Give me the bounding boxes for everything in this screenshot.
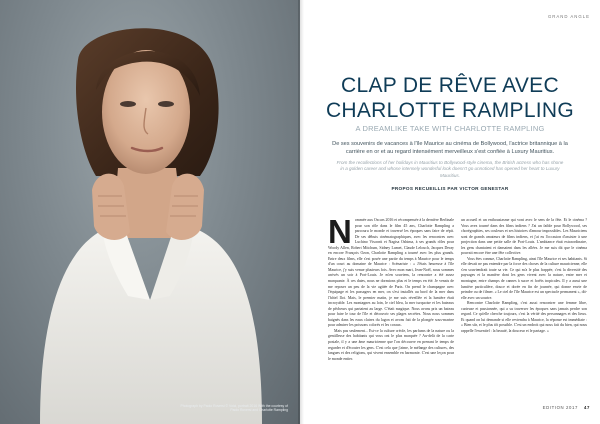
edition-label: EDITION 2017 (542, 405, 579, 410)
page-number: 47 (584, 405, 590, 410)
title-line-2: CHARLOTTE RAMPLING (325, 99, 575, 122)
drop-cap: N (328, 218, 352, 250)
byline: PROPOS RECUEILLIS PAR VICTOR GENESTAR (391, 186, 509, 191)
body-paragraph: un accueil et un enthousiasme qui vont avec le sens de la fête. Et le cinéma ? Vous avez tourné dans des films indiens ? J'ai un faible pour Bollywood, ses chorégraphies, ses couleurs et ses histoires d'amour impossibles. Les Mauriciens sont de grands amateurs de films indiens, et j'ai eu l'occasion d'assister à une projection dans une petite salle de Port-Louis. L'ambiance était extraordinaire, les gens chantaient et dansaient dans les allées. Je me suis dit que le cinéma pouvait encore être une fête collective. (461, 218, 587, 256)
body-paragraph: Rencontre Charlotte Rampling, c'est aussi rencontrer une femme libre, curieuse et passionnée, qui a su traverser les époques sans jamais perdre son regard. Ce qu'elle cherche toujours, c'est la vérité des personnages et des lieux. Et quand on lui demande si elle reviendra à Maurice, la réponse est immédiate : « Bien sûr, et le plus tôt possible. C'est un endroit qui nous fait du bien, qui nous rappelle l'essentiel : la beauté, la douceur et le partage. » (461, 301, 587, 333)
body-column-1 (328, 218, 454, 396)
body-paragraph: Mais pas seulement... Est-ce la culture créole, les parfums de la nature ou la gentillesse des habitants qui vous ont le plus marquée ? Au-delà de la carte postale, il y a une âme mauricienne que l'on découvre en prenant le temps de regarder et d'écouter les gens. C'est cela que j'aime, le mélange des cultures, des langues et des religions, qui vivent ensemble en harmonie. C'est une leçon pour le monde entier. (328, 328, 454, 361)
article-title (300, 73, 600, 123)
title-line-1: CLAP DE RÊVE AVEC (341, 74, 559, 97)
body-paragraph: Vous êtes connue, Charlotte Rampling, ainsi l'île Maurice et ses habitants. Si elle devait ne pas entendre par la force des choses de la culture mauricienne, elle s'en souviendrait toute sa vie. Ce qui m'a le plus frappée, c'est la diversité des paysages et la manière dont les gens vivent avec la nature, entre mer et montagne, entre champs de cannes à sucre et forêts tropicales. Il y a aussi une lumière particulière, douce et dorée en fin de journée, qui donne envie de peindre ou de filmer. « Le ciel de l'île Maurice est un spectacle permanent », dit-elle avec un sourire. (461, 256, 587, 300)
page-footer (543, 405, 590, 410)
body-paragraph: ommée aux Oscars 2016 et récompensée à la dernière Berlinale pour son rôle dans le film 45 ans, Charlotte Rampling a parcouru le monde et traversé les époques sans faire de répit. De ses débuts cinématographiques, avec les rencontres avec Luchino Visconti et Nagisa Oshima, à ses grands rôles pour Woody Allen, Robert Mitchum, Sidney Lumet, Claude Lelouch, Jacques Deray en encore François Ozon, Charlotte Rampling a tourné avec les plus grands. Entre deux films, elle s'est posée une partie du temps à Maurice pour le temps d'un court au domaine de Maurice : Scénariste : « J'étais heureuse à l'île Maurice, j'y suis venue plusieurs fois. Avec mon mari, Jean-Noël, nous sommes arrivés un soir à Port-Louis. Je m'en souviens, la rencontre a été assez marquante. À ces dates, nous ne dormions plus et le temps en été. Je venais de me reposer un peu de la vie agitée de Paris. On prend le champagne avec l'équipage et les passagers en mer, on s'est installés au bord de la mer dans l'hôtel Ilot. Mais, le premier matin, je me suis réveillée et la lumière était incroyable. Les montagnes au loin, le ciel bleu, la mer turquoise et les bateaux de pêcheurs qui partaient au large. C'était magique. Nous avons pris un bateau pour faire le tour de l'île et découvrir ses plages secrètes. Nous nous sommes baignés dans les eaux claires du lagon et avons fait de la plongée sous-marine pour admirer les poissons colorés et les coraux. (328, 218, 454, 328)
intro-french: De ses souvenirs de vacances à l'île Maurice au cinéma de Bollywood, l'actrice britannique à la carrière en or et au regard intensément merveilleux s'est confiée à Luxury Mauritius. (332, 141, 568, 155)
body-column-2 (461, 218, 587, 396)
section-label: GRAND ANGLE (547, 14, 590, 19)
photo-credit: Photograph by Paolo Roversi © Voici, portrait 2016 With the courtesy of Paolo Roversi and Charlotte Rampling (180, 404, 288, 413)
article-subtitle: A DREAMLIKE TAKE WITH CHARLOTTE RAMPLING (355, 124, 545, 133)
intro-english: From the recollections of her holidays in Mauritius to Bollywood-style cinema, the British actress who has shone in a golden career and whose intensely wonderful look doesn't go unnoticed has opened her heart to Luxury Mauritius. (336, 160, 564, 178)
right-page (300, 0, 600, 424)
